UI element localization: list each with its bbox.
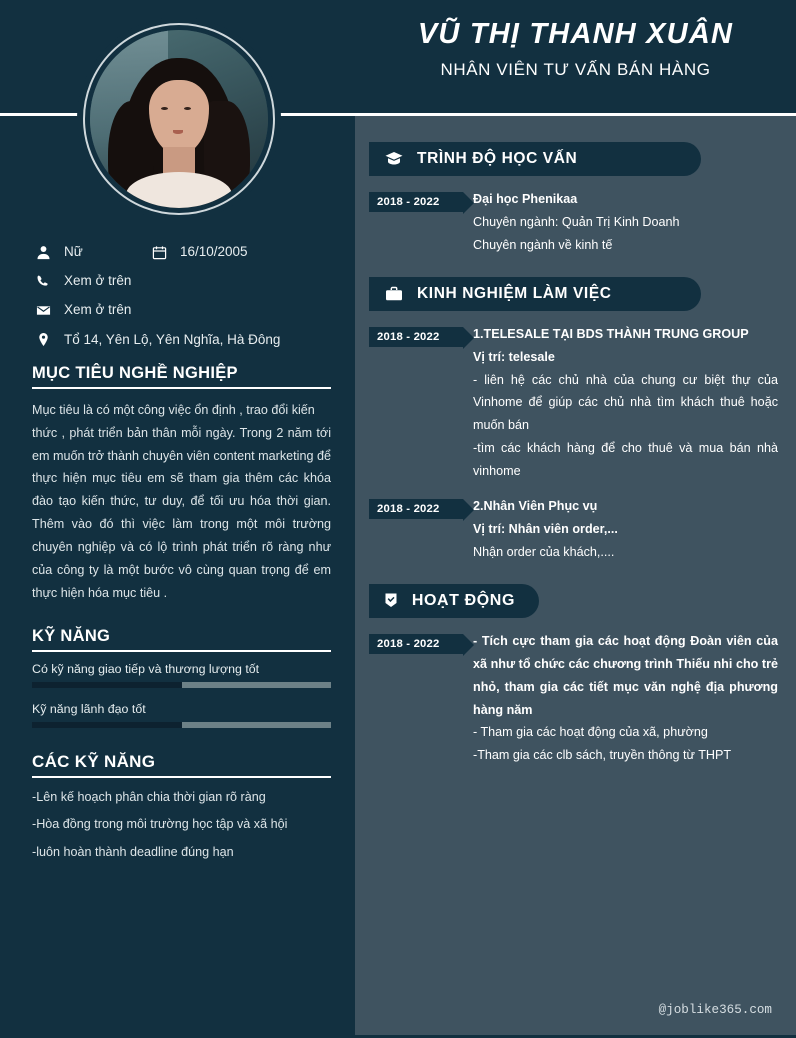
job-role: NHÂN VIÊN TƯ VẤN BÁN HÀNG xyxy=(440,60,711,80)
phone-value: Xem ở trên xyxy=(64,273,132,289)
experience-entry-2-years: 2018 - 2022 xyxy=(369,499,463,519)
education-entry-1-line-3: Chuyên ngành về kinh tế xyxy=(473,237,613,252)
activities-entry-1-years: 2018 - 2022 xyxy=(369,634,463,654)
avatar-photo xyxy=(90,30,268,208)
skill-label-1: Có kỹ năng giao tiếp và thương lượng tốt xyxy=(32,661,260,676)
award-badge-icon xyxy=(381,591,402,611)
other-skill-item-2: -Hòa đồng trong môi trường học tập và xã hội xyxy=(32,817,288,832)
graduation-cap-icon xyxy=(381,149,407,169)
personal-info-list xyxy=(32,244,331,348)
avatar-ring xyxy=(83,23,275,215)
experience-entry-2-line-2: Vị trí: Nhân viên order,... xyxy=(473,521,618,536)
watermark: @joblike365.com xyxy=(658,1003,772,1017)
other-skill-item-3: -luôn hoàn thành deadline đúng hạn xyxy=(32,844,234,859)
briefcase-icon xyxy=(381,284,407,304)
education-entry-1-line-2: Chuyên ngành: Quản Trị Kinh Doanh xyxy=(473,214,680,229)
other-skills-title: CÁC KỸ NĂNG xyxy=(32,751,156,771)
address-value: Tổ 14, Yên Lộ, Yên Nghĩa, Hà Đông xyxy=(64,331,281,347)
experience-entry-1-line-4: -tìm các khách hàng để cho thuê và mua bán nhà vinhome xyxy=(473,441,778,479)
section-title-activities: HOẠT ĐỘNG xyxy=(411,591,515,609)
education-entry-1-years: 2018 - 2022 xyxy=(369,192,463,212)
education-entry-1 xyxy=(369,188,778,257)
experience-entry-1-line-3: - liên hệ các chủ nhà của chung cư biệt thự của Vinhome để giúp các chủ nhà tìm khách thuê hoặc muốn bán xyxy=(473,372,778,433)
name-band xyxy=(355,0,796,116)
right-column xyxy=(355,0,796,1038)
activities-entry-1-line-3: -Tham gia các clb sách, truyền thông từ THPT xyxy=(473,748,732,763)
activities-entry-1-line-1: - Tích cực tham gia các hoạt động Đoàn viên của xã như tổ chức các chương trình Thiếu nhi cho trẻ nhỏ, tham gia các tiết mục văn nghệ địa phương hàng năm xyxy=(473,633,778,717)
left-column xyxy=(0,0,355,1038)
experience-entry-2-line-1: 2.Nhân Viên Phục vụ xyxy=(473,499,598,514)
experience-entry-1-line-1: 1.TELESALE TẠI BDS THÀNH TRUNG GROUP xyxy=(473,326,749,341)
objective-line-1: Mục tiêu là có một công việc ổn định , trao đổi kiến xyxy=(32,402,315,417)
info-row-gender-birthday xyxy=(32,244,331,260)
birthday-value: 16/10/2005 xyxy=(180,244,248,259)
section-header-experience xyxy=(369,277,778,311)
section-header-education xyxy=(369,142,778,176)
activities-entry-1-line-2: - Tham gia các hoạt động của xã, phường xyxy=(473,725,708,740)
map-pin-icon xyxy=(32,332,54,347)
skills-title: KỸ NĂNG xyxy=(32,626,111,645)
experience-entry-2 xyxy=(369,495,778,564)
phone-icon xyxy=(32,274,54,289)
section-title-education: TRÌNH ĐỘ HỌC VẤN xyxy=(417,150,578,167)
experience-entry-1 xyxy=(369,323,778,483)
other-skill-item-1: -Lên kế hoạch phân chia thời gian rõ ràng xyxy=(32,789,266,804)
objective-title: MỤC TIÊU NGHỀ NGHIỆP xyxy=(32,363,238,382)
info-row-phone xyxy=(32,273,331,289)
skill-bar-2 xyxy=(32,722,331,728)
other-skills-divider xyxy=(32,776,331,778)
gender-value: Nữ xyxy=(64,244,83,259)
skill-bar-1 xyxy=(32,682,331,688)
skill-label-2: Kỹ năng lãnh đạo tốt xyxy=(32,701,146,716)
experience-entry-1-line-2: Vị trí: telesale xyxy=(473,349,555,364)
objective-divider xyxy=(32,387,331,389)
experience-entry-1-years: 2018 - 2022 xyxy=(369,327,463,347)
objective-line-2: thức , phát triển bản thân mỗi ngày. Trong 2 năm tới em muốn trở thành chuyên viên content marketing để thực hiện mục tiêu em sẽ tham gia thêm các khóa đào tạo kiến thức, tư duy, để tối ưu hóa thời gian. Thêm vào đó thì việc làm trong một môi trường chuyên nghiệp và có lộ trình phát triển rõ ràng như của công ty là một bước vô cùng quan trọng để em thực hiện hóa mục tiêu . xyxy=(32,425,331,600)
left-body xyxy=(0,116,355,880)
calendar-icon xyxy=(148,245,170,260)
info-row-address xyxy=(32,332,331,348)
education-entry-1-line-1: Đại học Phenikaa xyxy=(473,192,578,206)
person-icon xyxy=(32,245,54,260)
skills-divider xyxy=(32,650,331,652)
avatar xyxy=(77,17,281,221)
info-row-email xyxy=(32,302,331,318)
section-header-activities xyxy=(369,584,778,618)
section-title-experience: KINH NGHIỆM LÀM VIỆC xyxy=(417,284,612,302)
right-body xyxy=(355,116,796,1035)
email-value: Xem ở trên xyxy=(64,302,132,318)
experience-entry-2-line-3: Nhận order của khách,.... xyxy=(473,544,615,559)
page-title: VŨ THỊ THANH XUÂN xyxy=(417,18,734,50)
activities-entry-1 xyxy=(369,630,778,767)
envelope-icon xyxy=(32,303,54,318)
